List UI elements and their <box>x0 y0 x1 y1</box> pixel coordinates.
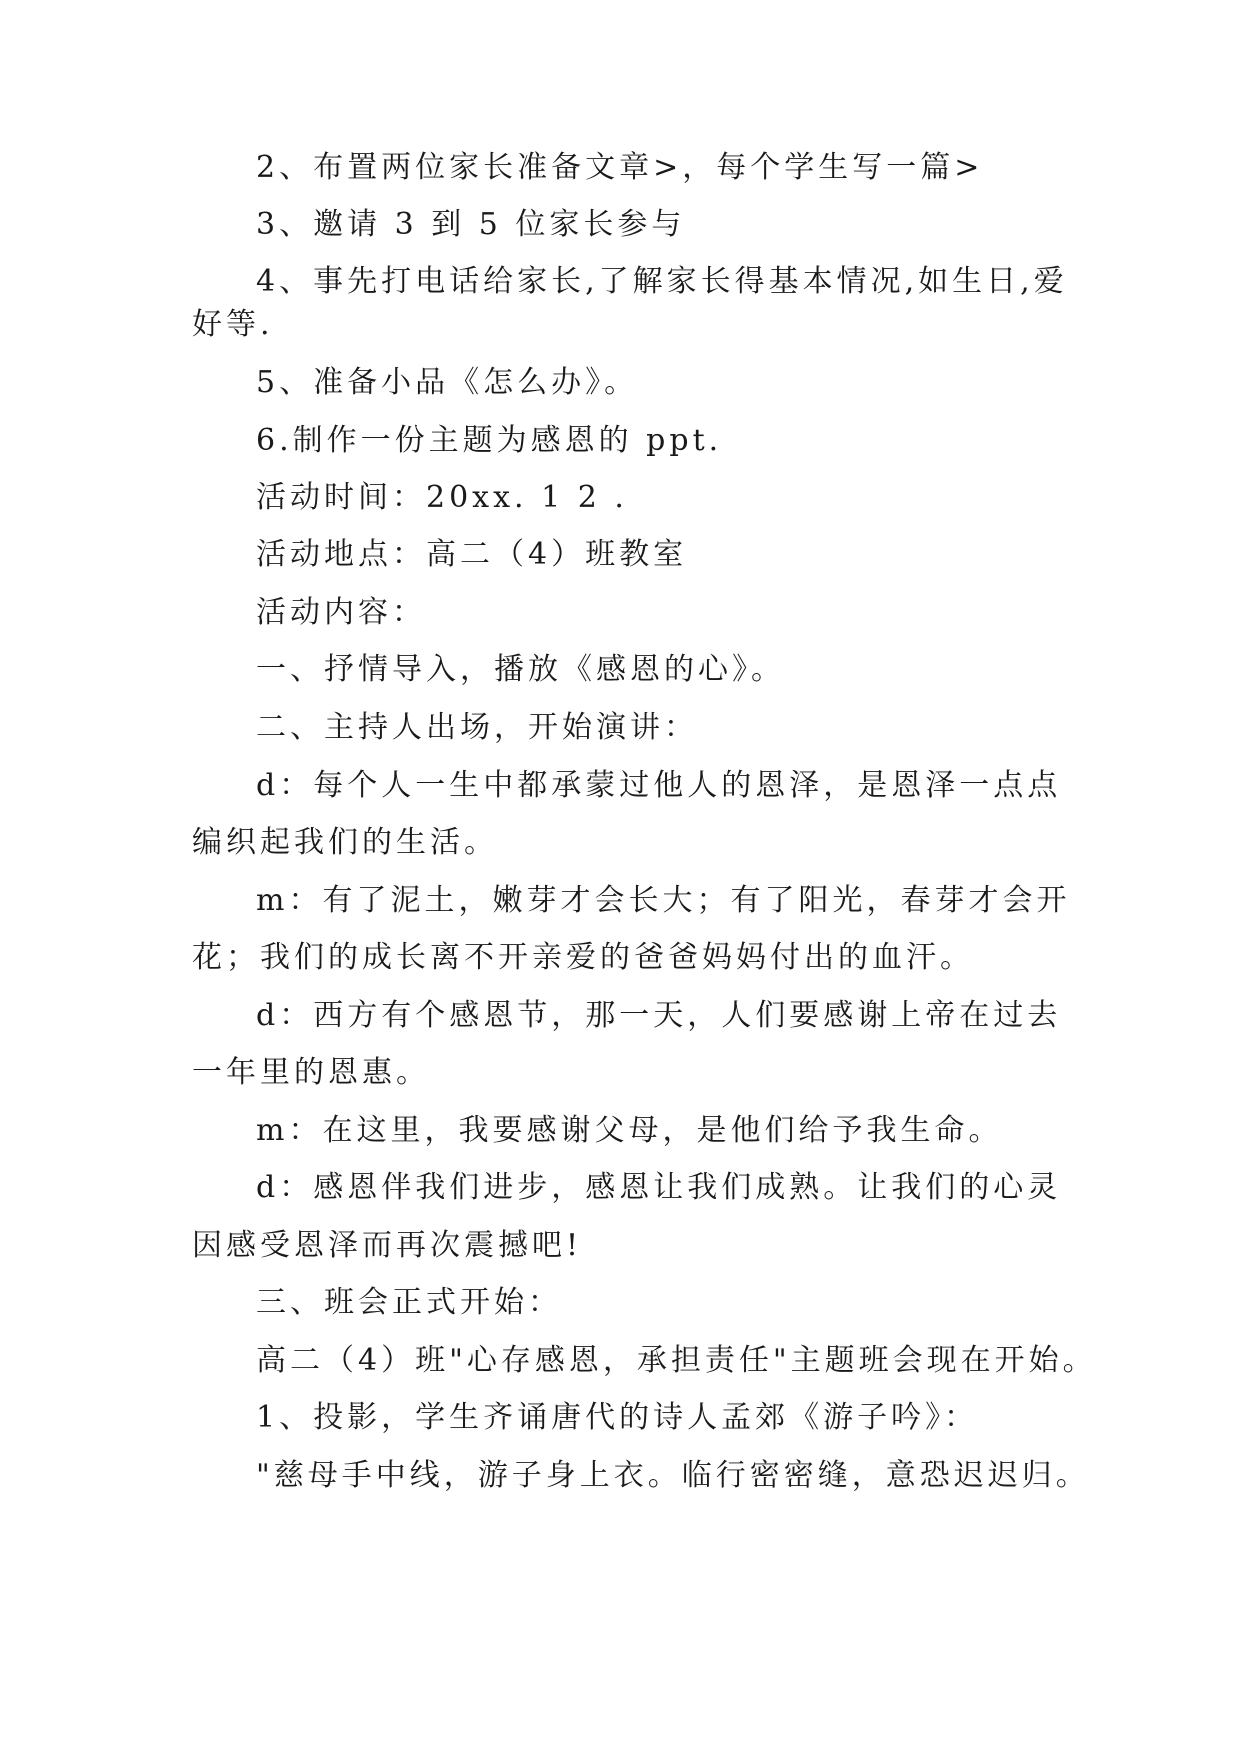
text-line: 3、邀请 3 到 5 位家长参与 <box>256 207 686 242</box>
text-line: 一、抒情导入，播放《感恩的心》。 <box>256 652 785 687</box>
text-line: 一年里的恩惠。 <box>192 1055 430 1090</box>
text-line: 高二（4）班"心存感恩，承担责任"主题班会现在开始。 <box>256 1343 1097 1378</box>
text-line: 活动时间：20xx. 1 2 . <box>256 480 628 515</box>
text-line: d：感恩伴我们进步，感恩让我们成熟。让我们的心灵 <box>256 1170 1062 1205</box>
text-line: 活动地点：高二（4）班教室 <box>256 537 688 572</box>
text-line: 5、准备小品《怎么办》。 <box>256 365 639 400</box>
text-line: d：西方有个感恩节，那一天，人们要感谢上帝在过去 <box>256 998 1062 1033</box>
text-line: m：在这里，我要感谢父母，是他们给予我生命。 <box>256 1113 1003 1148</box>
text-line: 因感受恩泽而再次震撼吧! <box>192 1228 583 1263</box>
text-line: m：有了泥土，嫩芽才会长大；有了阳光，春芽才会开 <box>256 883 1071 918</box>
text-line: 好等. <box>192 307 274 342</box>
text-line: 编织起我们的生活。 <box>192 825 498 860</box>
text-line: "慈母手中线，游子身上衣。临行密密缝，意恐迟迟归。 <box>256 1458 1090 1493</box>
text-line: 三、班会正式开始： <box>256 1285 562 1320</box>
text-line: 4、事先打电话给家长,了解家长得基本情况,如生日,爱 <box>256 264 1068 299</box>
text-line: 花；我们的成长离不开亲爱的爸爸妈妈付出的血汗。 <box>192 940 974 975</box>
text-line: 二、主持人出场，开始演讲： <box>256 710 698 745</box>
text-line: d：每个人一生中都承蒙过他人的恩泽，是恩泽一点点 <box>256 768 1062 803</box>
text-line: 2、布置两位家长准备文章>，每个学生写一篇> <box>256 150 984 185</box>
text-line: 6.制作一份主题为感恩的 ppt. <box>256 423 723 458</box>
text-line: 1、投影，学生齐诵唐代的诗人孟郊《游子吟》： <box>256 1400 979 1435</box>
text-line: 活动内容： <box>256 595 426 630</box>
